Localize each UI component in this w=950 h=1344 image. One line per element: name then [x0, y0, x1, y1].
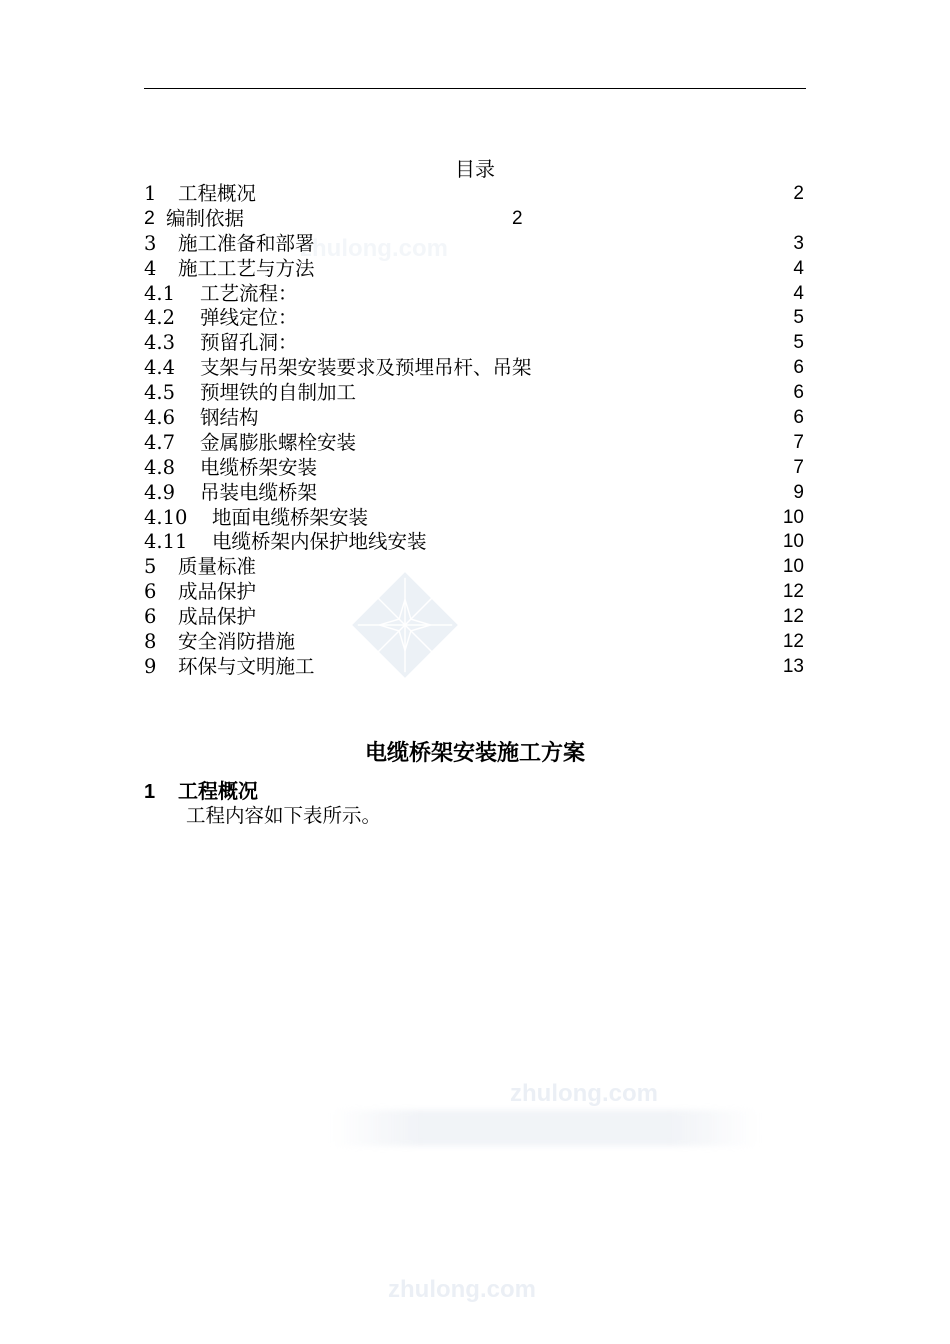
toc-entry-title: 电缆桥架内保护地线安装 — [212, 530, 427, 554]
toc-entry[interactable] — [144, 654, 804, 679]
toc-entry[interactable] — [144, 430, 804, 455]
toc-entry-page: 12 — [782, 631, 804, 653]
toc-entry-title: 质量标准 — [178, 555, 257, 579]
section-title: 工程概况 — [178, 779, 258, 803]
toc-entry-title: 预留孔洞： — [200, 331, 298, 355]
toc-entry-number: 9 — [144, 654, 157, 678]
toc-entry-number: 4.3 — [144, 331, 176, 355]
toc-entry[interactable] — [144, 554, 804, 579]
toc-entry-title: 环保与文明施工 — [178, 654, 315, 678]
toc-entry-page: 9 — [793, 481, 804, 503]
toc-entry[interactable] — [144, 405, 804, 430]
watermark-text: zhulong.com — [510, 1080, 658, 1107]
toc-entry[interactable] — [144, 455, 804, 480]
toc-entry[interactable] — [144, 355, 804, 380]
toc-entry-number: 4.10 — [144, 505, 188, 529]
toc-entry[interactable] — [144, 330, 804, 355]
toc-entry-page: 4 — [793, 282, 804, 304]
watermark-blur — [330, 1110, 760, 1146]
toc-entry-page: 12 — [782, 581, 804, 603]
toc-entry-page: 3 — [793, 232, 804, 254]
toc-entry-page: 2 — [512, 207, 523, 229]
toc-entry-page: 5 — [793, 307, 804, 329]
toc-entry[interactable] — [144, 380, 804, 405]
toc-entry-number: 4.7 — [144, 430, 176, 454]
toc-entry[interactable] — [144, 305, 804, 330]
toc-entry[interactable] — [144, 505, 804, 530]
toc-entry-number: 4.1 — [144, 281, 176, 305]
toc-entry-title: 成品保护 — [178, 580, 257, 604]
toc-entry-page: 6 — [793, 382, 804, 404]
toc-entry-title: 钢结构 — [200, 406, 259, 430]
toc-entry-number: 4.2 — [144, 306, 176, 330]
header-rule — [144, 88, 806, 89]
table-of-contents — [144, 181, 804, 679]
toc-entry-title: 预埋铁的自制加工 — [200, 381, 357, 405]
toc-entry-number: 3 — [144, 231, 157, 255]
toc-entry[interactable] — [144, 206, 804, 231]
toc-entry-page: 10 — [782, 556, 804, 578]
toc-entry[interactable] — [144, 256, 804, 281]
toc-entry-title: 工程概况 — [178, 182, 257, 205]
toc-entry-title: 工艺流程： — [200, 281, 298, 305]
toc-entry-page: 2 — [793, 183, 804, 204]
toc-entry-page: 7 — [793, 431, 804, 453]
toc-entry-number: 6 — [144, 605, 157, 629]
section-number: 1 — [144, 781, 156, 803]
toc-entry-number: 8 — [144, 630, 157, 654]
toc-entry-title: 编制依据 — [166, 206, 245, 230]
toc-title: 目录 — [455, 157, 495, 181]
toc-entry-number: 1 — [144, 182, 157, 205]
watermark-text: zhulong.com — [388, 1276, 536, 1303]
toc-entry[interactable] — [144, 181, 804, 206]
toc-entry-number: 4.8 — [144, 455, 176, 479]
toc-entry-number: 6 — [144, 580, 157, 604]
toc-entry-number: 4.5 — [144, 381, 176, 405]
toc-entry-number: 2 — [144, 206, 155, 229]
toc-entry-title: 弹线定位： — [200, 306, 298, 330]
toc-entry-title: 成品保护 — [178, 605, 257, 629]
toc-entry-number: 4.9 — [144, 480, 176, 504]
toc-entry-page: 6 — [793, 407, 804, 429]
toc-entry-number: 4 — [144, 256, 157, 280]
toc-entry[interactable] — [144, 604, 804, 629]
toc-entry-title: 金属膨胀螺栓安装 — [200, 430, 357, 454]
toc-entry-number: 4.6 — [144, 406, 176, 430]
toc-entry-page: 5 — [793, 332, 804, 354]
toc-entry-page: 12 — [782, 606, 804, 628]
toc-entry-page: 6 — [793, 357, 804, 379]
toc-entry-number: 4.11 — [144, 530, 188, 554]
toc-entry[interactable] — [144, 231, 804, 256]
toc-entry-title: 吊装电缆桥架 — [200, 480, 318, 504]
toc-entry-number: 4.4 — [144, 356, 176, 380]
watermark-text: zhulong.com — [300, 235, 448, 262]
document-title: 电缆桥架安装施工方案 — [364, 741, 585, 766]
toc-entry-title: 安全消防措施 — [178, 630, 296, 654]
toc-entry-page: 10 — [782, 531, 804, 553]
toc-entry-number: 5 — [144, 555, 157, 579]
toc-entry-page: 10 — [782, 506, 804, 528]
toc-entry-title: 地面电缆桥架安装 — [212, 505, 369, 529]
toc-entry-title: 支架与吊架安装要求及预埋吊杆、吊架 — [200, 356, 532, 380]
toc-entry[interactable] — [144, 480, 804, 505]
toc-entry[interactable] — [144, 579, 804, 604]
toc-entry-page: 4 — [793, 257, 804, 279]
toc-entry[interactable] — [144, 281, 804, 306]
toc-entry-title: 施工准备和部署 — [178, 231, 315, 255]
toc-entry-title: 电缆桥架安装 — [200, 455, 318, 479]
toc-entry[interactable] — [144, 629, 804, 654]
toc-entry-page: 7 — [793, 456, 804, 478]
toc-entry[interactable] — [144, 529, 804, 554]
body-paragraph: 工程内容如下表所示。 — [186, 804, 382, 827]
toc-entry-title: 施工工艺与方法 — [178, 256, 315, 280]
toc-entry-page: 13 — [782, 655, 804, 677]
